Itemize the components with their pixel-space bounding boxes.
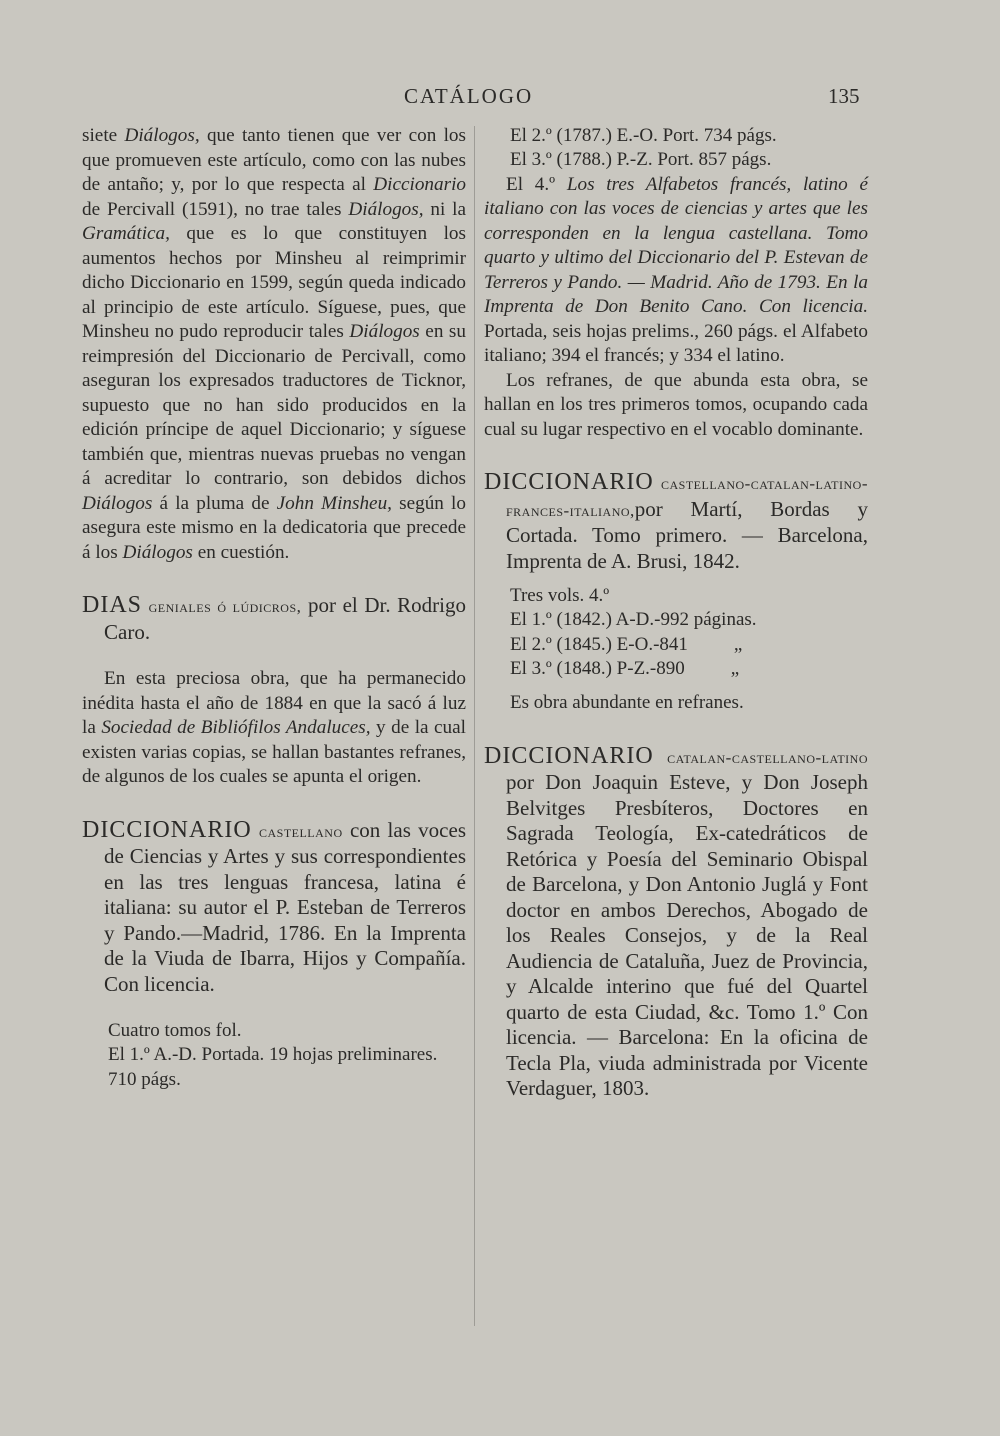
italic-text: Diálogos, (124, 125, 200, 146)
volume-line: Cuatro tomos fol. (108, 1020, 242, 1041)
paragraph-dias-note: En esta preciosa obra, que ha permanecido inédita hasta el año de 1884 en que la sacó á luz la Sociedad de Bibliófilos Andaluces, y de la cual existen varias copias, se hallan bastantes refranes, de algunos de los cuales se apunta el origen. (82, 668, 466, 787)
italic-text: Diálogos (122, 541, 193, 563)
volume-line: El 3.º (1848.) P-Z.-890 „ (484, 657, 868, 681)
paragraph-dialogos: siete Diálogos, que tanto tienen que ver con los que promueven este artículo, como con las nubes de antaño; y, por lo que respecta al Diccionario de Percivall (1591), no trae tales Diálogos, ni la Gramática, que es lo que constituyen los aumentos hechos por Minsheu al reimprimir dicho Diccionario en 1599, según queda indicado al principio de este artículo. Síguese, pues, que Minsheu no pudo reproducir tales Diálogos en su reimpresión del Diccionario de Percivall, como aseguran los expresados traductores de Ticknor, supuesto que no han sido producidos en la edición príncipe de aquel Diccionario; y síguese también que, mientras nuevas pruebas no vengan á acreditar lo contrario, son debidos dichos Diálogos á la pluma de John Minsheu, según lo asegura este mismo en la dedicatoria que precede á los Diálogos en cuestión. (82, 125, 466, 563)
entry-subhead: geniales ó lúdicros, (148, 597, 302, 616)
entry-headword: DICCIONARIO (484, 742, 654, 769)
entry-subhead: castellano (258, 821, 343, 841)
italic-text: Diálogos (349, 321, 420, 342)
entry-note: Es obra abundante en refranes. (510, 692, 744, 714)
running-title: CATÁLOGO (404, 84, 534, 108)
entry-subhead: castellano-catalan-latino-frances-italiano, (506, 474, 868, 520)
paragraph-tomo-cuarto: El 4.º Los tres Alfabetos francés, latino é italiano con las voces de ciencias y artes que les corresponden en la lengua castellana. Tomo quarto y ultimo del Diccionario del P. Estevan de Terreros y Pando. — Madrid. Año de 1793. En la Imprenta de Don Benito Cano. Con licencia. Portada, seis hojas prelims., 260 págs. el Alfabeto italiano; 394 el francés; y 334 el latino. (484, 173, 868, 367)
italic-text: Diccionario (373, 174, 466, 195)
volume-line: El 2.º (1845.) E-O.-841 „ (484, 633, 868, 657)
italic-text: Diálogos (82, 492, 153, 514)
entry-diccionario-castellano (82, 818, 466, 998)
right-column (484, 124, 868, 1102)
ditto-mark: „ (730, 657, 740, 679)
italic-text: Diálogos, (348, 198, 424, 220)
entry-subhead: catalan-castellano-latino (667, 747, 868, 767)
entry-text: por el Dr. Rodrigo Caro. (104, 593, 466, 644)
column-divider (474, 126, 475, 1326)
volume-line: El 1.º (1842.) A-D.-992 páginas. (510, 609, 757, 631)
entry-diccionario-marti (484, 470, 868, 574)
left-column (82, 124, 466, 1092)
entry-text: con las voces de Ciencias y Artes y sus correspondientes en las tres lenguas francesa, latina é italiana: su autor el P. Esteban de Terreros y Pando.—Madrid, 1786. En la Imprenta de la Viuda de Ibarra, Hijos y Compañía. Con licencia. (104, 817, 466, 996)
running-head (0, 84, 1000, 114)
entry-headword: DICCIONARIO (82, 816, 252, 843)
page-number: 135 (828, 84, 860, 108)
ditto-mark: „ (733, 633, 743, 655)
volume-line: El 2.º (1787.) E.-O. Port. 734 págs. (510, 125, 777, 146)
italic-text: Sociedad de Bibliófilos Andaluces, (101, 717, 371, 738)
volume-line: Tres vols. 4.º (510, 585, 610, 607)
entry-text: por Don Joaquin Esteve, y Don Joseph Belvitges Presbíteros, Doctores en Sagrada Teología, Ex-catedráticos de Retórica y Poesía del Seminario Obispal de Barcelona, y Don Antonio Juglá y Font doctor en ambos Derechos, Abogado de los Reales Consejos, y de la Real Audiencia de Cataluña, Juez de Provincia, y Alcalde interino que fué del Quartel quarto de esta Ciudad, &c. Tomo 1.º Con licencia. — Barcelona: En la oficina de Tecla Pla, viuda administrada por Vicente Verdaguer, 1803. (506, 770, 868, 1101)
italic-text: Los tres Alfabetos francés, latino é italiano con las voces de ciencias y artes que les corresponden en la lengua castellana. Tomo quarto y ultimo del Diccionario del P. Estevan de Terreros y Pando. — Madrid. Año de 1793. En la Imprenta de Don Benito Cano. Con licencia. (484, 173, 868, 318)
entry-headword: DIAS (82, 592, 143, 618)
entry-headword: DICCIONARIO (484, 469, 654, 496)
entry-diccionario-catalan (484, 744, 868, 1102)
volume-line: El 1.º A.-D. Portada. 19 hojas preliminares. 710 págs. (108, 1044, 438, 1090)
volume-line: El 3.º (1788.) P.-Z. Port. 857 págs. (510, 149, 772, 171)
entry-text: por Martí, Bordas y Cortada. Tomo primero. — Barcelona, Imprenta de A. Brusi, 1842. (506, 496, 868, 573)
italic-text: Gramática, (82, 223, 170, 244)
entry-dias-geniales (82, 593, 466, 645)
italic-text: John Minsheu, (276, 492, 392, 514)
paragraph-refranes: Los refranes, de que abunda esta obra, se hallan en los tres primeros tomos, ocupando cada cual su lugar respectivo en el vocablo dominante. (484, 369, 868, 440)
